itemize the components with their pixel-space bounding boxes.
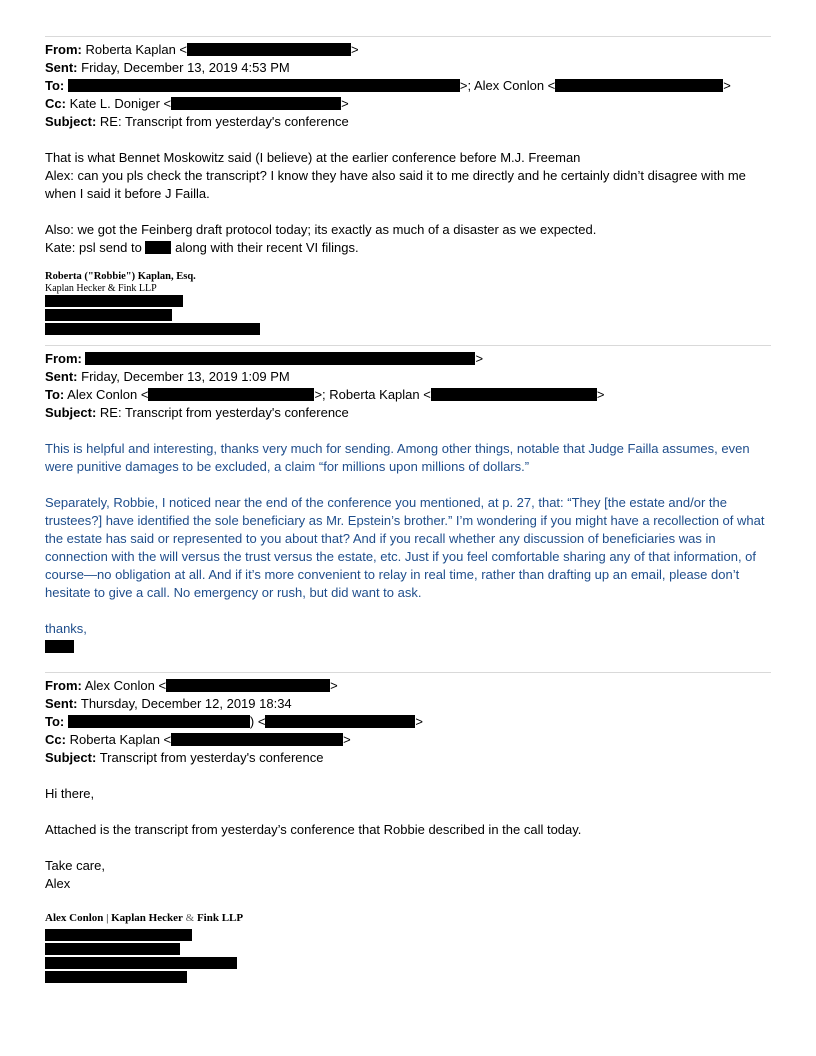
body-paragraph — [45, 239, 771, 257]
ampersand: & — [182, 912, 197, 924]
cc-name: Roberta Kaplan < — [69, 732, 172, 747]
redaction — [85, 352, 475, 365]
redaction — [431, 388, 597, 401]
redaction — [171, 733, 343, 746]
subject-label: Subject: — [45, 114, 97, 129]
redaction — [68, 79, 460, 92]
subject-text: Transcript from yesterday's conference — [99, 750, 324, 765]
divider — [45, 36, 771, 37]
signature-firm: Kaplan Hecker & Fink LLP — [45, 283, 157, 294]
sent-line — [45, 368, 771, 386]
signature-firm: Kaplan Hecker — [111, 912, 183, 924]
body-paragraph: This is helpful and interesting, thanks very much for sending. Among other things, notable that Judge Failla assumes, even were punitive damages to be excluded, a claim “for millions upon millions of dollars.” — [45, 441, 750, 474]
to-label: To: — [45, 387, 65, 402]
subject-text: RE: Transcript from yesterday's conference — [99, 114, 349, 129]
subject-line — [45, 113, 771, 131]
sent-label: Sent: — [45, 696, 78, 711]
from-label: From: — [45, 351, 82, 366]
to-recipient: Alex Conlon < — [67, 387, 149, 402]
body-paragraph: Alex: can you pls check the transcript? I know they have also said it to me directly and he certainly didn’t disagree with me when I said it before J Failla. — [45, 168, 746, 201]
signature-line — [45, 911, 771, 925]
cc-line — [45, 731, 771, 749]
sent-label: Sent: — [45, 369, 78, 384]
subject-line — [45, 749, 771, 767]
redaction — [45, 323, 260, 335]
to-line — [45, 386, 771, 404]
to-label: To: — [45, 714, 65, 729]
redaction — [45, 971, 187, 983]
redaction — [166, 679, 330, 692]
from-line — [45, 350, 771, 368]
subject-line — [45, 404, 771, 422]
to-recipient: ) < — [249, 714, 266, 729]
from-line — [45, 677, 771, 695]
signature-redactions — [45, 640, 771, 653]
bracket: > — [343, 732, 351, 747]
bracket: > — [475, 351, 484, 366]
bracket: > — [341, 96, 349, 111]
subject-label: Subject: — [45, 405, 97, 420]
email-header — [45, 41, 771, 131]
redaction — [148, 388, 314, 401]
body-paragraph: Separately, Robbie, I noticed near the end of the conference you mentioned, at p. 27, that: “They [the estate and/or the trustees?] have identified the sole beneficiary as Mr. Epstein’s brother.” I’m wondering if you might have a recollection of what the estate has said or represented to you about that? And if you recall whether any discussion of beneficiaries was in connection with the will versus the trust versus the estate, etc. Just if you feel comfortable sharing any of that information, of course—no obligation at all. And if it’s more convenient to relay in real time, rather than drafting up an email, please don’t hesitate to give a call. No emergency or rush, but did want to ask. — [45, 495, 765, 600]
redaction — [45, 957, 237, 969]
divider — [45, 672, 771, 673]
text: along with their recent VI filings. — [175, 240, 359, 255]
signature-redactions — [45, 929, 771, 983]
sent-line — [45, 695, 771, 713]
bracket: > — [330, 678, 338, 693]
from-label: From: — [45, 678, 82, 693]
redaction — [45, 943, 180, 955]
bracket: > — [596, 387, 605, 402]
subject-text: RE: Transcript from yesterday's conference — [99, 405, 349, 420]
redaction — [45, 640, 74, 653]
body-paragraph: Also: we got the Feinberg draft protocol today; its exactly as much of a disaster as we expected. — [45, 222, 597, 237]
signature-firm: Fink LLP — [196, 912, 244, 924]
redaction — [187, 43, 351, 56]
to-line — [45, 713, 771, 731]
signature-name: Alex Conlon — [45, 912, 104, 924]
cc-label: Cc: — [45, 96, 66, 111]
sent-date: Friday, December 13, 2019 4:53 PM — [81, 60, 290, 75]
email-thread — [45, 36, 771, 985]
from-name: Roberta Kaplan < — [85, 42, 188, 57]
to-recipient: >; Roberta Kaplan < — [314, 387, 431, 402]
body-paragraph: thanks, — [45, 621, 87, 636]
separator: | — [103, 912, 112, 924]
to-recipient: >; Alex Conlon < — [459, 78, 556, 93]
signature-name: Roberta ("Robbie") Kaplan, Esq. — [45, 271, 196, 282]
sent-label: Sent: — [45, 60, 78, 75]
sent-date: Thursday, December 12, 2019 18:34 — [80, 696, 292, 711]
signature-redactions — [45, 295, 771, 335]
redaction — [145, 241, 171, 254]
email-header — [45, 350, 771, 422]
to-line — [45, 77, 771, 95]
divider — [45, 345, 771, 346]
redaction — [68, 715, 250, 728]
text: Kate: psl send to — [45, 240, 142, 255]
body-paragraph: Take care, — [45, 858, 105, 873]
redaction — [555, 79, 723, 92]
sent-line — [45, 59, 771, 77]
cc-name: Kate L. Doniger < — [69, 96, 172, 111]
body-paragraph: Alex — [45, 876, 71, 891]
redaction — [171, 97, 341, 110]
body-paragraph: Hi there, — [45, 786, 95, 801]
body-paragraph: Attached is the transcript from yesterday’s conference that Robbie described in the call today. — [45, 822, 582, 837]
bracket: > — [351, 42, 359, 57]
subject-label: Subject: — [45, 750, 97, 765]
from-line — [45, 41, 771, 59]
from-label: From: — [45, 42, 82, 57]
cc-label: Cc: — [45, 732, 66, 747]
bracket: > — [723, 78, 731, 93]
sent-date: Friday, December 13, 2019 1:09 PM — [81, 369, 290, 384]
cc-line — [45, 95, 771, 113]
redaction — [45, 309, 172, 321]
redaction — [45, 295, 183, 307]
bracket: > — [415, 714, 424, 729]
email-header — [45, 677, 771, 767]
to-label: To: — [45, 78, 65, 93]
body-paragraph: That is what Bennet Moskowitz said (I believe) at the earlier conference before M.J. Freeman — [45, 150, 581, 165]
from-name: Alex Conlon < — [84, 678, 167, 693]
redaction — [265, 715, 415, 728]
redaction — [45, 929, 192, 941]
